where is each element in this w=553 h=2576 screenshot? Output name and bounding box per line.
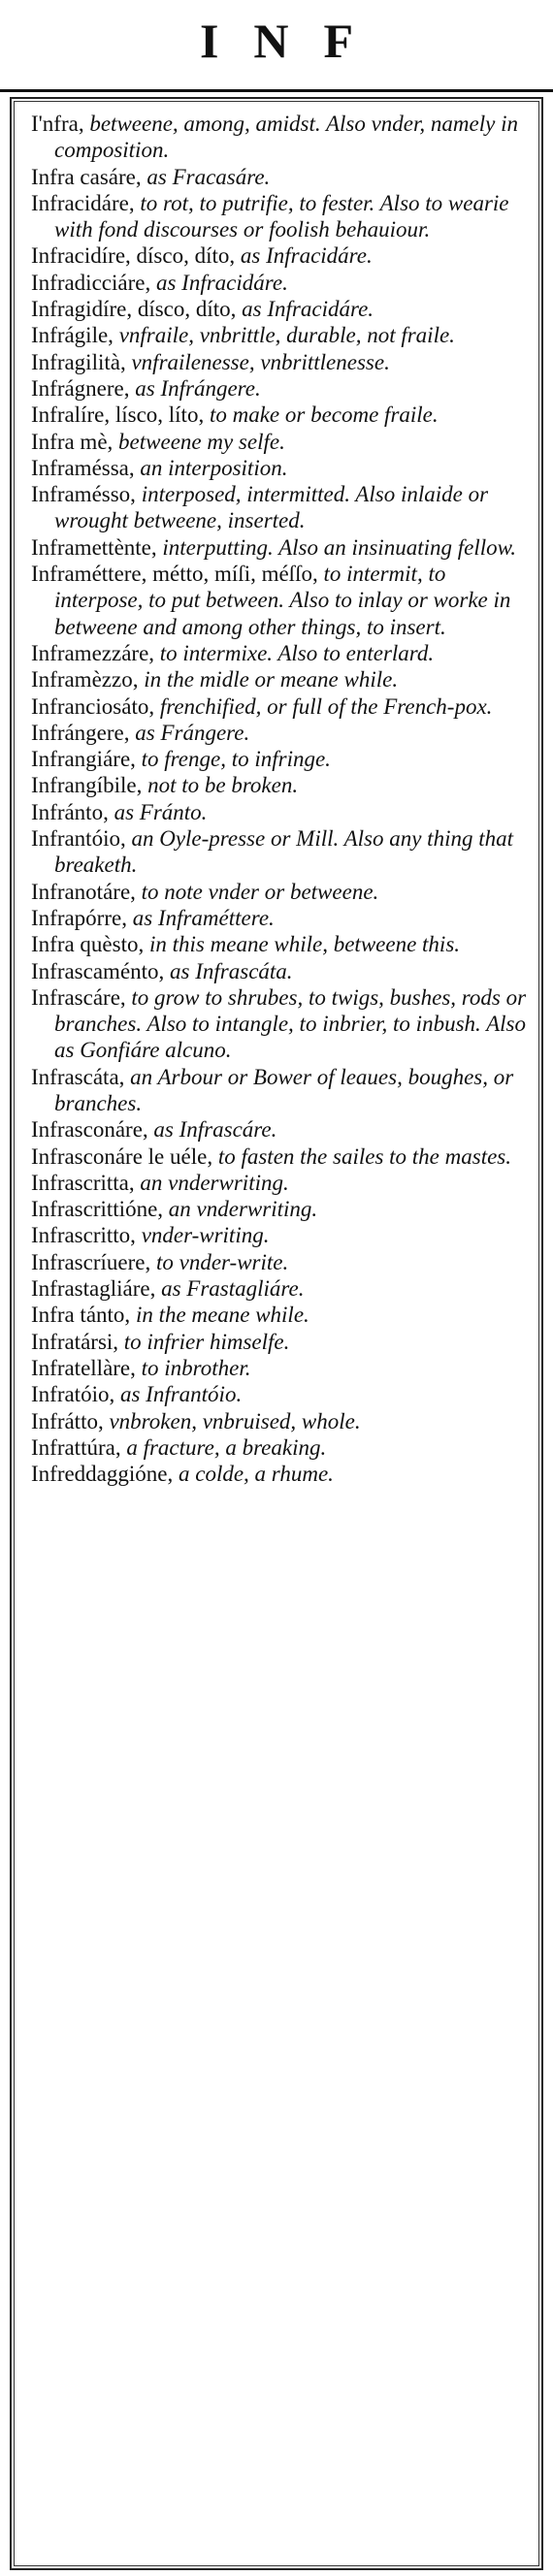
entry-headword: Infrattúra, xyxy=(31,1434,121,1460)
entry-definition: in the midle or meane while. xyxy=(138,667,399,692)
dictionary-entry xyxy=(31,666,534,692)
dictionary-entry xyxy=(31,720,534,746)
dictionary-entry xyxy=(31,455,534,481)
entry-definition: to inbrother. xyxy=(135,1355,251,1380)
entry-definition: an vnderwriting. xyxy=(134,1170,289,1195)
entry-definition: vnfraile, vnbrittle, durable, not fraile. xyxy=(113,323,455,348)
entry-headword: Infragidíre, dísco, díto, xyxy=(31,297,237,322)
dictionary-entry xyxy=(31,1116,534,1143)
entry-headword: Infracidáre, xyxy=(31,190,135,215)
entry-definition: in this meane while, betweene this. xyxy=(144,932,461,957)
dictionary-entry xyxy=(31,1275,534,1302)
entry-definition: betweene, among, amidst. Also vnder, namely in composition. xyxy=(54,112,518,163)
entry-headword: Infra quèsto, xyxy=(31,932,145,957)
dictionary-entry xyxy=(31,190,534,243)
dictionary-entry xyxy=(31,799,534,825)
dictionary-entry xyxy=(31,322,534,348)
entry-definition: not to be broken. xyxy=(142,773,299,798)
entry-headword: Inframésso, xyxy=(31,482,136,507)
entry-definition: as Infrascáre. xyxy=(147,1117,277,1143)
dictionary-entry xyxy=(31,270,534,296)
entry-definition: vnfrailenesse, vnbrittlenesse. xyxy=(125,349,390,374)
entry-definition: as Infrantóio. xyxy=(114,1382,243,1407)
dictionary-entry xyxy=(31,693,534,720)
dictionary-entry xyxy=(31,1408,534,1434)
dictionary-entry xyxy=(31,402,534,428)
entry-definition: as Fránto. xyxy=(108,799,208,824)
entry-definition: to note vnder or betweene. xyxy=(135,879,379,904)
entry-headword: I'nfra, xyxy=(31,112,84,136)
entry-definition: to vnder-write. xyxy=(150,1249,289,1274)
entry-headword: Infradicciáre, xyxy=(31,270,151,295)
entry-headword: Infrangiáre, xyxy=(31,747,136,772)
dictionary-entry xyxy=(31,375,534,402)
entry-list xyxy=(31,111,534,1487)
entry-headword: Infra casáre, xyxy=(31,164,142,189)
entry-headword: Inframezzáre, xyxy=(31,640,155,665)
entry-definition: a colde, a rhume. xyxy=(173,1462,334,1487)
entry-headword: Infratóio, xyxy=(31,1382,115,1407)
entry-headword: Infrágile, xyxy=(31,323,114,348)
dictionary-entry xyxy=(31,534,534,561)
dictionary-entry xyxy=(31,1381,534,1407)
entry-headword: Infrágnere, xyxy=(31,375,130,401)
dictionary-entry xyxy=(31,1143,534,1170)
entry-definition: to intermit, to interpose, to put between. Also to inlay or worke in betweene and among other things, to insert. xyxy=(54,562,511,639)
entry-definition: an vnderwriting. xyxy=(163,1197,318,1222)
entry-definition: to infrier himselfe. xyxy=(118,1329,290,1354)
entry-headword: Infrascritto, xyxy=(31,1223,136,1248)
entry-headword: Infrátto, xyxy=(31,1408,104,1433)
dictionary-entry xyxy=(31,984,534,1064)
dictionary-entry xyxy=(31,931,534,957)
entry-definition: a fracture, a breaking. xyxy=(120,1434,327,1460)
entry-definition: as Infracidáre. xyxy=(150,270,288,295)
dictionary-entry xyxy=(31,1302,534,1328)
dictionary-entry xyxy=(31,349,534,375)
entry-definition: an interposition. xyxy=(134,455,288,480)
entry-headword: Infrascaménto, xyxy=(31,958,165,983)
entry-headword: Infracidíre, dísco, díto, xyxy=(31,243,236,269)
entry-headword: Infrantóio, xyxy=(31,826,126,852)
entry-headword: Inframettènte, xyxy=(31,534,157,560)
dictionary-entry xyxy=(31,905,534,931)
entry-headword: Infrascríuere, xyxy=(31,1249,151,1274)
entry-definition: as Infrángere. xyxy=(129,375,261,401)
dictionary-entry xyxy=(31,296,534,322)
entry-definition: as Frastagliáre. xyxy=(155,1276,305,1302)
dictionary-entry xyxy=(31,561,534,640)
entry-headword: Infranciosáto, xyxy=(31,693,155,719)
entry-definition: as Infracidáre. xyxy=(236,297,374,322)
entry-definition: to intermixe. Also to enterlard. xyxy=(154,640,435,665)
dictionary-column xyxy=(10,97,543,2570)
entry-definition: to make or become fraile. xyxy=(204,402,439,428)
entry-definition: an Oyle-presse or Mill. Also any thing that breaketh. xyxy=(54,826,513,878)
entry-headword: Infrascáre, xyxy=(31,984,126,1010)
entry-headword: Infragilità, xyxy=(31,349,126,374)
dictionary-entry xyxy=(31,1170,534,1196)
dictionary-entry xyxy=(31,1434,534,1461)
entry-definition: vnder-writing. xyxy=(135,1223,270,1248)
entry-definition: betweene my selfe. xyxy=(113,429,285,454)
entry-headword: Infrasconáre, xyxy=(31,1117,148,1143)
entry-definition: vnbroken, vnbruised, whole. xyxy=(103,1408,361,1433)
entry-headword: Inframéttere, métto, míſi, méſſo, xyxy=(31,562,318,587)
entry-definition: interposed, intermitted. Also inlaide or wrought betweene, inserted. xyxy=(54,482,489,533)
dictionary-entry xyxy=(31,429,534,455)
entry-headword: Infrapórre, xyxy=(31,905,127,930)
entry-headword: Infrastagliáre, xyxy=(31,1276,156,1302)
dictionary-entry xyxy=(31,1329,534,1355)
entry-headword: Infrasconáre le uéle, xyxy=(31,1143,213,1169)
entry-headword: Infrascrittióne, xyxy=(31,1197,164,1222)
entry-headword: Infrangíbile, xyxy=(31,773,143,798)
page-header xyxy=(0,0,553,93)
dictionary-entry xyxy=(31,1222,534,1248)
dictionary-entry xyxy=(31,958,534,984)
entry-definition: as Fracasáre. xyxy=(141,164,271,189)
entry-headword: Infrascáta, xyxy=(31,1064,125,1089)
running-head: INF xyxy=(199,14,389,68)
dictionary-entry xyxy=(31,1064,534,1117)
entry-definition: as Frángere. xyxy=(129,720,250,745)
dictionary-entry xyxy=(31,1355,534,1381)
dictionary-entry xyxy=(31,164,534,190)
dictionary-entry xyxy=(31,1461,534,1487)
entry-definition: an Arbour or Bower of leaues, boughes, or branches. xyxy=(54,1064,514,1115)
entry-headword: Infreddaggióne, xyxy=(31,1462,174,1487)
dictionary-entry xyxy=(31,481,534,534)
entry-definition: frenchified, or full of the French-pox. xyxy=(154,693,493,719)
dictionary-entry xyxy=(31,242,534,269)
header-rule xyxy=(0,89,553,92)
entry-headword: Infranotáre, xyxy=(31,879,136,904)
entry-headword: Infratellàre, xyxy=(31,1355,136,1380)
entry-definition: as Infrascáta. xyxy=(164,958,293,983)
entry-definition: to frenge, to infringe. xyxy=(135,747,331,772)
dictionary-entry xyxy=(31,879,534,905)
entry-definition: as Inframéttere. xyxy=(126,905,275,930)
entry-headword: Infrángere, xyxy=(31,720,130,745)
entry-definition: interputting. Also an insinuating fellow. xyxy=(156,534,516,560)
entry-headword: Inframéssa, xyxy=(31,455,135,480)
dictionary-entry xyxy=(31,825,534,879)
dictionary-entry xyxy=(31,111,534,164)
entry-headword: Infra mè, xyxy=(31,429,114,454)
entry-definition: in the meane while. xyxy=(130,1303,309,1328)
entry-headword: Infránto, xyxy=(31,799,109,824)
entry-headword: Infrascritta, xyxy=(31,1170,135,1195)
entry-headword: Infralíre, lísco, líto, xyxy=(31,402,205,428)
dictionary-entry xyxy=(31,746,534,772)
dictionary-entry xyxy=(31,640,534,666)
entry-headword: Infratársi, xyxy=(31,1329,119,1354)
entry-headword: Inframèzzo, xyxy=(31,667,139,692)
entry-definition: to fasten the sailes to the mastes. xyxy=(212,1143,511,1169)
dictionary-entry xyxy=(31,772,534,798)
entry-definition: as Infracidáre. xyxy=(235,243,373,269)
dictionary-entry xyxy=(31,1196,534,1222)
entry-headword: Infra tánto, xyxy=(31,1303,131,1328)
entry-definition: to rot, to putrifie, to fester. Also to wearie with fond discourses or foolish behauiour. xyxy=(54,190,509,242)
entry-definition: to grow to shrubes, to twigs, bushes, rods or branches. Also to intangle, to inbrier, to inbush. Also as Gonfiáre alcuno. xyxy=(54,984,527,1063)
dictionary-entry xyxy=(31,1249,534,1275)
